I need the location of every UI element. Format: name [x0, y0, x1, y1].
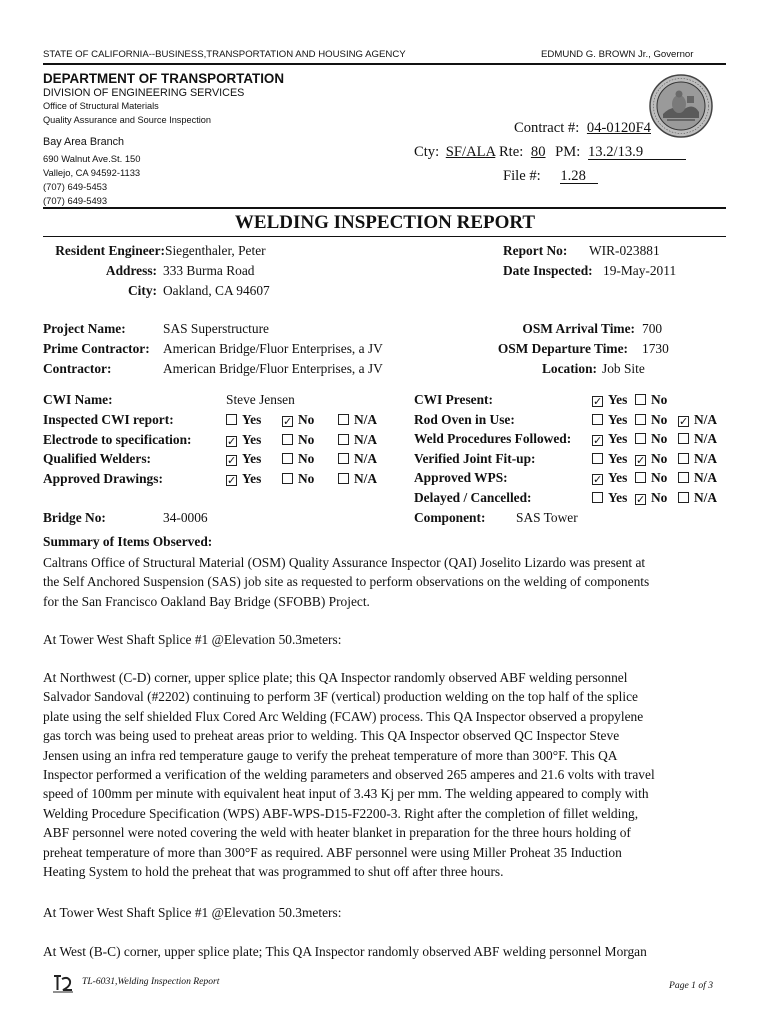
right-row-4-na-checkbox-label: N/A: [694, 450, 718, 466]
state-seal-icon: [649, 74, 713, 138]
right-row-2-yes-checkbox-option[interactable]: [592, 412, 635, 428]
right-row-2-label: Rod Oven in Use:: [414, 411, 515, 427]
summary-p3-line-4: gas torch was being used to preheat areas prior to welding. This QA Inspector observed QC Inspector Steve: [43, 728, 620, 744]
summary-paragraph-2: At Tower West Shaft Splice #1 @Elevation 50.3meters:: [43, 632, 342, 647]
right-row-2-options: [592, 412, 728, 428]
pm-value: 13.2/13.9: [588, 145, 686, 160]
left-row-2-no-checkbox-label: No: [298, 431, 315, 447]
contractor-label: Contractor:: [43, 361, 112, 376]
summary-paragraph-1: [43, 553, 733, 611]
left-row-2-na-checkbox-option[interactable]: [338, 432, 388, 448]
prime-contractor-label: Prime Contractor:: [43, 341, 150, 356]
right-row-3-yes-checkbox-label: Yes: [608, 431, 628, 446]
right-row-5-label: Approved WPS:: [414, 470, 508, 485]
date-inspected-value: 19-May-2011: [603, 263, 677, 278]
left-row-2-no-checkbox-option[interactable]: [282, 432, 338, 448]
address-label: Address:: [105, 263, 157, 278]
left-row-3-label: Qualified Welders:: [43, 451, 151, 466]
right-row-3-yes-checkbox[interactable]: ✓: [593, 434, 603, 447]
resident-engineer-label: Resident Engineer:: [55, 243, 165, 258]
contract-label: Contract #:: [514, 120, 580, 136]
right-row-4-label: Verified Joint Fit-up:: [414, 450, 536, 466]
left-row-1-no-checkbox-label: No: [298, 412, 315, 427]
left-row-4-na-checkbox-option[interactable]: [338, 471, 388, 487]
right-row-4-yes-checkbox[interactable]: [592, 453, 603, 464]
branch-phone-2: (707) 649-5493: [43, 195, 108, 206]
left-row-2-no-checkbox[interactable]: [282, 434, 293, 445]
left-row-2-yes-checkbox[interactable]: ✓: [227, 434, 237, 448]
summary-p3-line-11: Heating System to hold the preheat that was programmed to shut off after three hours.: [43, 864, 504, 880]
qa-name: Quality Assurance and Source Inspection: [43, 115, 212, 125]
city-label: City:: [127, 283, 157, 298]
branch-phone-1: (707) 649-5453: [43, 181, 108, 192]
right-row-6-label: Delayed / Cancelled:: [414, 489, 532, 505]
left-row-3-options: [226, 451, 388, 467]
left-row-4-no-checkbox[interactable]: [282, 473, 293, 484]
osm-arrival-label: OSM Arrival Time:: [522, 321, 635, 336]
contract-line: [514, 120, 651, 137]
summary-p3-line-9: ABF personnel were noted covering the weld with heater blanket in preparation for the three hours holding of: [43, 825, 631, 841]
bridge-no-label: Bridge No:: [43, 510, 106, 525]
right-row-3-label: Weld Procedures Followed:: [414, 431, 572, 446]
file-line: [503, 168, 598, 185]
left-row-3-yes-checkbox-label: Yes: [242, 451, 262, 466]
left-row-2-na-checkbox-label: N/A: [354, 431, 378, 447]
right-row-2-yes-checkbox-label: Yes: [608, 411, 628, 427]
osm-departure-label: OSM Departure Time:: [497, 341, 628, 356]
report-no-label: Report No:: [503, 243, 568, 258]
left-row-4-label: Approved Drawings:: [43, 470, 163, 486]
office-name: Office of Structural Materials: [43, 101, 159, 111]
project-name-label: Project Name:: [43, 321, 126, 336]
right-row-3-na-checkbox[interactable]: [678, 433, 689, 444]
left-row-3-no-checkbox-label: No: [298, 451, 315, 466]
branch-street: 690 Walnut Ave.St. 150: [43, 153, 141, 164]
left-row-2-yes-checkbox-label: Yes: [242, 431, 262, 447]
left-row-4-na-checkbox-label: N/A: [354, 470, 378, 486]
right-row-6-yes-checkbox[interactable]: [592, 492, 603, 503]
right-row-1-options: [592, 392, 678, 408]
right-row-3-no-checkbox-option[interactable]: [635, 431, 678, 447]
right-row-3-no-checkbox-label: No: [651, 431, 668, 446]
right-row-6-yes-checkbox-label: Yes: [608, 489, 628, 505]
right-row-4-no-checkbox-option[interactable]: [635, 451, 678, 467]
right-row-2-no-checkbox-label: No: [651, 411, 668, 427]
summary-heading: Summary of Items Observed:: [43, 534, 213, 549]
summary-p3-line-1: At Northwest (C-D) corner, upper splice plate; this QA Inspector randomly observed ABF welding personnel: [43, 670, 628, 685]
cty-label: Cty:: [414, 144, 440, 160]
header-rule: [43, 63, 726, 65]
right-row-5-na-checkbox-option[interactable]: [678, 470, 728, 486]
right-row-5-yes-checkbox[interactable]: ✓: [593, 473, 603, 486]
left-row-3-no-checkbox[interactable]: [282, 453, 293, 464]
right-row-6-no-checkbox-option[interactable]: [635, 490, 678, 506]
right-row-6-na-checkbox-label: N/A: [694, 489, 718, 505]
component-label: Component:: [414, 510, 486, 525]
right-row-1-yes-checkbox-label: Yes: [608, 392, 628, 407]
summary-p3-line-2: Salvador Sandoval (#2202) continuing to perform 3F (vertical) production welding on the top half of the splice: [43, 689, 639, 705]
osm-arrival-value: 700: [642, 321, 663, 336]
right-row-4-yes-checkbox-label: Yes: [608, 450, 628, 466]
contractor-value: American Bridge/Fluor Enterprises, a JV: [163, 361, 383, 376]
footer-form-name: TL-6031,Welding Inspection Report: [82, 976, 220, 987]
file-label: File #:: [503, 168, 541, 184]
left-row-2-na-checkbox[interactable]: [338, 434, 349, 445]
right-row-6-yes-checkbox-option[interactable]: [592, 490, 635, 506]
right-row-1-no-checkbox[interactable]: [635, 394, 646, 405]
osm-departure-value: 1730: [642, 341, 669, 356]
left-row-1-na-checkbox-label: N/A: [354, 412, 378, 427]
left-row-3-na-checkbox-label: N/A: [354, 451, 378, 466]
right-row-5-na-checkbox-label: N/A: [694, 470, 718, 485]
left-row-4-no-checkbox-option[interactable]: [282, 471, 338, 487]
branch-city: Vallejo, CA 94592-1133: [43, 167, 141, 178]
right-row-2-yes-checkbox[interactable]: [592, 414, 603, 425]
right-row-1-no-checkbox-label: No: [651, 392, 668, 407]
route-line: [414, 144, 686, 161]
date-inspected-label: Date Inspected:: [503, 263, 593, 278]
report-no-value: WIR-023881: [589, 243, 660, 258]
left-row-4-yes-checkbox-option[interactable]: [226, 471, 282, 487]
right-row-1-label: CWI Present:: [414, 392, 493, 407]
bridge-no-value: 34-0006: [163, 510, 208, 525]
summary-p1-line-2: the Self Anchored Suspension (SAS) job site as requested to perform observations on the welding of components: [43, 574, 650, 590]
right-row-3-no-checkbox[interactable]: [635, 433, 646, 444]
department-name: DEPARTMENT OF TRANSPORTATION: [43, 71, 285, 86]
right-row-2-no-checkbox[interactable]: [635, 414, 646, 425]
right-row-5-na-checkbox[interactable]: [678, 472, 689, 483]
right-row-6-na-checkbox[interactable]: [678, 492, 689, 503]
prime-contractor-value: American Bridge/Fluor Enterprises, a JV: [163, 341, 383, 356]
left-row-1-yes-checkbox-label: Yes: [242, 412, 262, 427]
summary-p3-line-3: plate using the self shielded Flux Cored Arc Welding (FCAW) process. This QA Inspector observed a propylene: [43, 708, 644, 724]
left-row-4-options: [226, 471, 388, 487]
agency-header: STATE OF CALIFORNIA--BUSINESS,TRANSPORTATION AND HOUSING AGENCY: [43, 49, 406, 60]
right-row-1-yes-checkbox[interactable]: ✓: [593, 395, 603, 408]
left-row-2-label: Electrode to specification:: [43, 431, 192, 447]
right-row-1-yes-checkbox-option[interactable]: [592, 392, 635, 408]
right-row-5-options: [592, 470, 728, 486]
file-value: 1.28: [560, 169, 598, 184]
summary-paragraph-4: At Tower West Shaft Splice #1 @Elevation 50.3meters:: [43, 905, 342, 920]
right-row-4-na-checkbox-option[interactable]: [678, 451, 728, 467]
summary-p1-line-1: Caltrans Office of Structural Material (OSM) Quality Assurance Inspector (QAI) Joselito Lizardo was present at: [43, 555, 646, 570]
summary-p3-line-6: Inspector performed a verification of the welding parameters and observed 265 amperes and 21.6 volts with travel: [43, 767, 655, 783]
left-row-1-na-checkbox[interactable]: [338, 414, 349, 425]
left-row-1-yes-checkbox-option[interactable]: [226, 412, 282, 428]
right-row-5-no-checkbox-option[interactable]: [635, 470, 678, 486]
cwi-name-value: Steve Jensen: [226, 392, 295, 407]
right-row-5-no-checkbox[interactable]: [635, 472, 646, 483]
contract-value: 04-0120F4: [586, 120, 651, 136]
left-row-3-yes-checkbox[interactable]: ✓: [227, 454, 237, 467]
right-row-5-yes-checkbox-label: Yes: [608, 470, 628, 485]
summary-p3-line-10: preheat temperature of more than 300°F as required. ABF personnel were using Miller Proheat 35 Induction: [43, 844, 622, 860]
right-row-4-no-checkbox[interactable]: ✓: [636, 453, 646, 467]
footer-page-number: Page 1 of 3: [669, 980, 713, 991]
location-value: Job Site: [602, 361, 645, 376]
right-row-3-na-checkbox-option[interactable]: [678, 431, 728, 447]
component-value: SAS Tower: [516, 510, 578, 525]
right-row-5-no-checkbox-label: No: [651, 470, 668, 485]
title-rule: [43, 207, 726, 209]
right-row-4-options: [592, 451, 728, 467]
cwi-name-label: CWI Name:: [43, 392, 113, 407]
left-row-1-no-checkbox[interactable]: ✓: [283, 415, 293, 428]
left-row-2-yes-checkbox-option[interactable]: [226, 432, 282, 448]
report-title: WELDING INSPECTION REPORT: [234, 212, 536, 233]
summary-p3-line-5: Jensen using an infra red temperature gauge to verify the preheat temperature of more than 300°F. This QA: [43, 747, 618, 763]
rte-label: Rte:: [498, 144, 524, 160]
right-row-6-options: [592, 490, 728, 506]
cty-value: SF/ALA: [445, 144, 496, 160]
summary-p1-line-3: for the San Francisco Oakland Bay Bridge (SFOBB) Project.: [43, 593, 370, 609]
left-row-1-label: Inspected CWI report:: [43, 412, 174, 427]
left-row-4-no-checkbox-label: No: [298, 470, 315, 486]
left-row-2-options: [226, 432, 388, 448]
left-row-4-yes-checkbox-label: Yes: [242, 470, 262, 486]
summary-p3-line-8: Welding Procedure Specification (WPS) ABF-WPS-D15-F2200-3. Right after the completion of fillet welding,: [43, 805, 639, 821]
location-label: Location:: [541, 361, 597, 376]
left-row-4-na-checkbox[interactable]: [338, 473, 349, 484]
left-row-4-yes-checkbox[interactable]: ✓: [227, 473, 237, 487]
right-row-5-yes-checkbox-option[interactable]: [592, 470, 635, 486]
rte-value: 80: [530, 144, 546, 160]
right-row-1-no-checkbox-option[interactable]: [635, 392, 678, 408]
right-row-2-na-checkbox-option[interactable]: [678, 412, 728, 428]
right-row-6-no-checkbox-label: No: [651, 489, 668, 505]
left-row-3-na-checkbox-option[interactable]: [338, 451, 388, 467]
left-row-1-options: [226, 412, 388, 428]
title-underline: [43, 236, 726, 237]
summary-paragraph-3: [43, 668, 733, 881]
right-row-3-na-checkbox-label: N/A: [694, 431, 718, 446]
project-name-value: SAS Superstructure: [163, 321, 270, 336]
left-row-3-no-checkbox-option[interactable]: [282, 451, 338, 467]
resident-engineer-value: Siegenthaler, Peter: [165, 243, 266, 258]
right-row-2-no-checkbox-option[interactable]: [635, 412, 678, 428]
pm-label: PM:: [555, 144, 581, 160]
summary-paragraph-5: At West (B-C) corner, upper splice plate; This QA Inspector randomly observed ABF welding personnel Morgan: [43, 944, 647, 959]
right-row-2-na-checkbox-label: N/A: [694, 411, 718, 427]
division-name: DIVISION OF ENGINEERING SERVICES: [43, 87, 245, 99]
branch-name: Bay Area Branch: [43, 136, 125, 148]
left-row-1-na-checkbox-option[interactable]: [338, 412, 388, 428]
governor-header: EDMUND G. BROWN Jr., Governor: [541, 49, 694, 60]
address-value: 333 Burma Road: [163, 263, 255, 278]
left-row-3-na-checkbox[interactable]: [338, 453, 349, 464]
right-row-3-options: [592, 431, 728, 447]
right-row-4-no-checkbox-label: No: [651, 450, 668, 466]
right-row-2-na-checkbox[interactable]: ✓: [679, 414, 689, 428]
right-row-3-yes-checkbox-option[interactable]: [592, 431, 635, 447]
left-row-3-yes-checkbox-option[interactable]: [226, 451, 282, 467]
city-value: Oakland, CA 94607: [163, 283, 270, 298]
caltrans-logo-icon: [52, 972, 74, 994]
right-row-4-na-checkbox[interactable]: [678, 453, 689, 464]
left-row-1-no-checkbox-option[interactable]: [282, 412, 338, 428]
summary-p3-line-7: speed of 100mm per minute with equivalent heat input of 3.43 Kj per mm. The welding appeared to comply with: [43, 786, 649, 802]
right-row-6-na-checkbox-option[interactable]: [678, 490, 728, 506]
right-row-6-no-checkbox[interactable]: ✓: [636, 492, 646, 506]
left-row-1-yes-checkbox[interactable]: [226, 414, 237, 425]
right-row-4-yes-checkbox-option[interactable]: [592, 451, 635, 467]
